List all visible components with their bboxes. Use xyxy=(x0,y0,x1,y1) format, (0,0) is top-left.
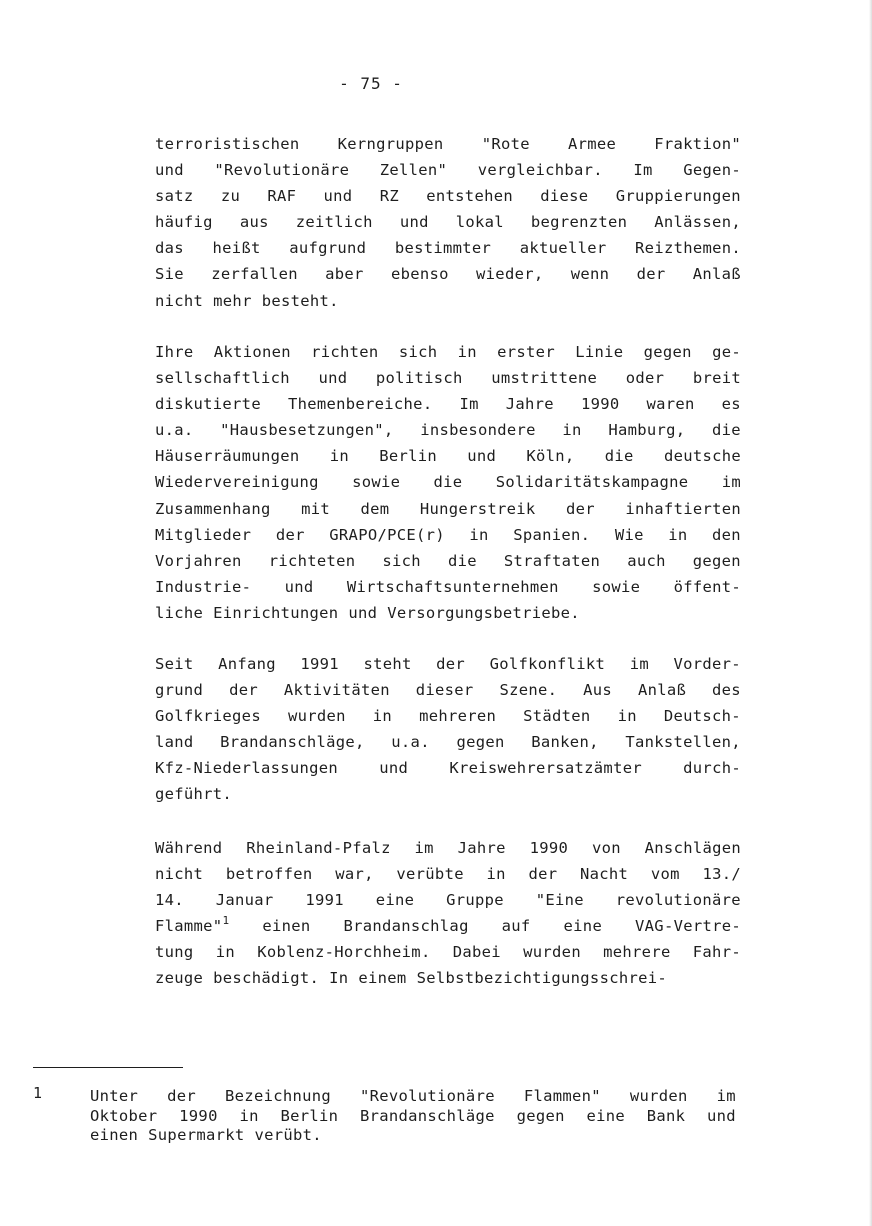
text-line: Sie zerfallen aber ebenso wieder, wenn der Anlaß xyxy=(155,265,741,284)
text-line: tung in Koblenz-Horchheim. Dabei wurden mehrere Fahr- xyxy=(155,943,741,962)
text-line: häufig aus zeitlich und lokal begrenzten Anlässen, xyxy=(155,213,741,232)
text-line: Häuserräumungen in Berlin und Köln, die deutsche xyxy=(155,447,741,466)
footnote-separator xyxy=(33,1067,183,1068)
page-number: - 75 - xyxy=(339,74,403,93)
text-line: grund der Aktivitäten dieser Szene. Aus Anlaß des xyxy=(155,681,741,700)
text-line: liche Einrichtungen und Versorgungsbetriebe. xyxy=(155,603,580,622)
text-line: Während Rheinland-Pfalz im Jahre 1990 von Anschlägen xyxy=(155,839,741,857)
paragraph-4 xyxy=(155,835,741,992)
text-line: Unter der Bezeichnung "Revolutionäre Flammen" wurden im xyxy=(90,1087,736,1105)
text-line: u.a. "Hausbesetzungen", insbesondere in Hamburg, die xyxy=(155,421,741,440)
text-line: satz zu RAF und RZ entstehen diese Gruppierungen xyxy=(155,187,741,206)
text-line: Vorjahren richteten sich die Straftaten auch gegen xyxy=(155,551,741,570)
text-line: Flamme"$^1$ einen Brandanschlag auf eine VAG-Vertre- xyxy=(155,914,741,936)
paragraph-2 xyxy=(155,339,741,626)
footnote-text xyxy=(90,1087,736,1146)
text-line: Industrie- und Wirtschaftsunternehmen sowie öffent- xyxy=(155,577,741,596)
text-line: Mitglieder der GRAPO/PCE(r) in Spanien. Wie in den xyxy=(155,525,741,544)
text-line: das heißt aufgrund bestimmter aktueller Reizthemen. xyxy=(155,239,741,258)
text-line: geführt. xyxy=(155,785,233,804)
text-line: terroristischen Kerngruppen "Rote Armee Fraktion" xyxy=(155,135,741,153)
text-line: zeuge beschädigt. In einem Selbstbezichtigungsschrei- xyxy=(155,969,667,988)
paragraph-1 xyxy=(155,131,741,314)
text-line: Ihre Aktionen richten sich in erster Linie gegen ge- xyxy=(155,343,741,361)
text-line: Wiedervereinigung sowie die Solidaritätskampagne im xyxy=(155,473,741,492)
text-line: Oktober 1990 in Berlin Brandanschläge gegen eine Bank und xyxy=(90,1106,736,1125)
text-line: einen Supermarkt verübt. xyxy=(90,1126,322,1144)
text-line: nicht mehr besteht. xyxy=(155,291,339,310)
text-line: Golfkrieges wurden in mehreren Städten in Deutsch- xyxy=(155,707,741,726)
text-line: land Brandanschläge, u.a. gegen Banken, Tankstellen, xyxy=(155,733,741,752)
paragraph-3 xyxy=(155,651,741,808)
footnote-marker: 1 xyxy=(33,1084,43,1102)
text-line: und "Revolutionäre Zellen" vergleichbar. Im Gegen- xyxy=(155,161,741,180)
text-line: sellschaftlich und politisch umstrittene oder breit xyxy=(155,369,741,388)
text-line: nicht betroffen war, verübte in der Nacht vom 13./ xyxy=(155,865,741,884)
text-line: diskutierte Themenbereiche. Im Jahre 1990 waren es xyxy=(155,395,741,414)
text-line: Kfz-Niederlassungen und Kreiswehrersatzämter durch- xyxy=(155,759,741,778)
text-line: 14. Januar 1991 eine Gruppe "Eine revolutionäre xyxy=(155,891,741,910)
text-line: Zusammenhang mit dem Hungerstreik der inhaftierten xyxy=(155,499,741,518)
text-line: Seit Anfang 1991 steht der Golfkonflikt im Vorder- xyxy=(155,655,741,673)
